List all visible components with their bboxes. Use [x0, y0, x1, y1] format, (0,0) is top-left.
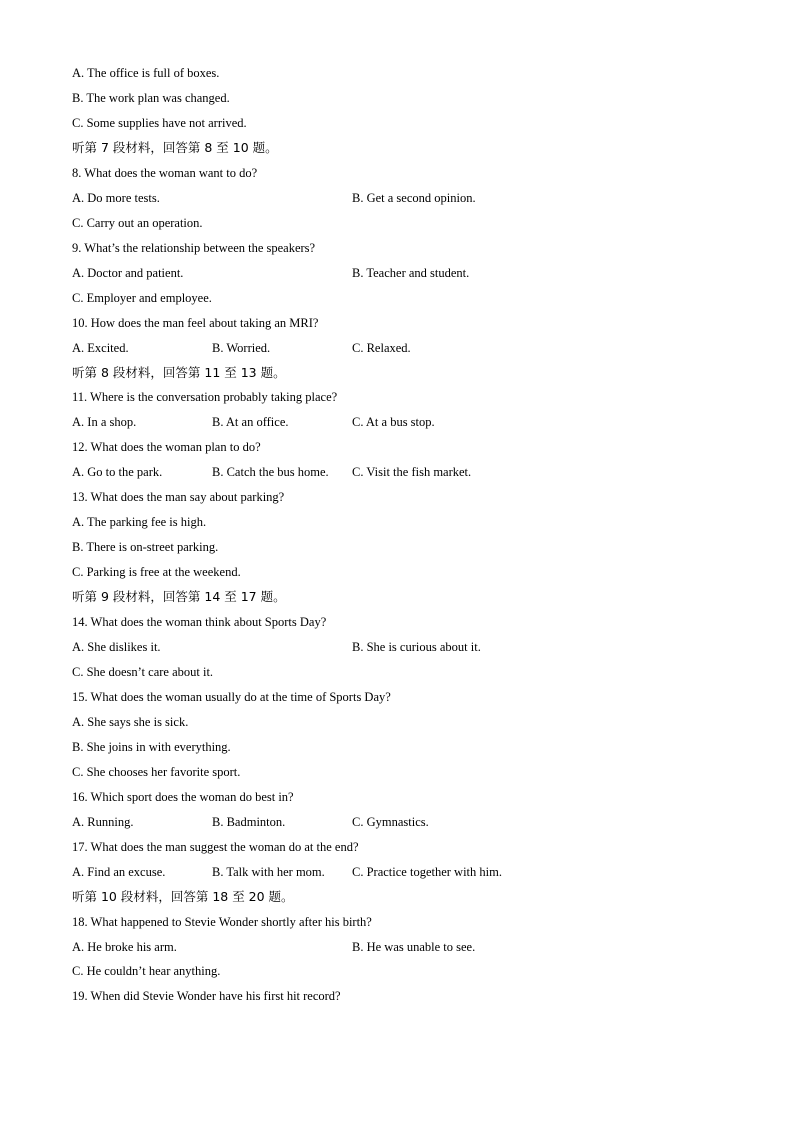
q10-option-a: A. Excited. — [72, 341, 129, 355]
q11-option-b: B. At an office. — [212, 415, 289, 429]
q9-option-a: A. Doctor and patient. — [72, 266, 184, 280]
q10-option-c: C. Relaxed. — [352, 341, 411, 355]
q9-option-b: B. Teacher and student. — [352, 266, 470, 280]
question-16: 16. Which sport does the woman do best in? — [72, 790, 294, 804]
section-9-heading: 听第 9 段材料，回答第 14 至 17 题。 — [72, 589, 286, 604]
section-10-heading: 听第 10 段材料，回答第 18 至 20 题。 — [72, 889, 294, 904]
q7-option-b: B. The work plan was changed. — [72, 91, 230, 105]
q8-option-a: A. Do more tests. — [72, 191, 160, 205]
q18-option-a: A. He broke his arm. — [72, 940, 177, 954]
q18-option-c: C. He couldn’t hear anything. — [72, 964, 221, 978]
q14-option-b: B. She is curious about it. — [352, 640, 481, 654]
q8-option-b: B. Get a second opinion. — [352, 191, 476, 205]
question-8: 8. What does the woman want to do? — [72, 166, 258, 180]
q11-option-a: A. In a shop. — [72, 415, 137, 429]
q15-option-a: A. She says she is sick. — [72, 715, 189, 729]
question-19: 19. When did Stevie Wonder have his first hit record? — [72, 989, 341, 1003]
q11-option-c: C. At a bus stop. — [352, 415, 435, 429]
q18-option-b: B. He was unable to see. — [352, 940, 476, 954]
q15-option-c: C. She chooses her favorite sport. — [72, 765, 241, 779]
q13-option-b: B. There is on-street parking. — [72, 540, 219, 554]
question-12: 12. What does the woman plan to do? — [72, 440, 261, 454]
q7-option-a: A. The office is full of boxes. — [72, 66, 220, 80]
q9-option-c: C. Employer and employee. — [72, 291, 212, 305]
q12-option-c: C. Visit the fish market. — [352, 465, 472, 479]
question-15: 15. What does the woman usually do at the time of Sports Day? — [72, 690, 391, 704]
q7-option-c: C. Some supplies have not arrived. — [72, 116, 247, 130]
question-9: 9. What’s the relationship between the speakers? — [72, 241, 316, 255]
section-7-heading: 听第 7 段材料，回答第 8 至 10 题。 — [72, 140, 278, 155]
question-18: 18. What happened to Stevie Wonder shortly after his birth? — [72, 915, 372, 929]
q14-option-a: A. She dislikes it. — [72, 640, 161, 654]
question-17: 17. What does the man suggest the woman do at the end? — [72, 840, 359, 854]
question-13: 13. What does the man say about parking? — [72, 490, 285, 504]
q17-option-c: C. Practice together with him. — [352, 865, 502, 879]
q15-option-b: B. She joins in with everything. — [72, 740, 231, 754]
q13-option-a: A. The parking fee is high. — [72, 515, 207, 529]
q12-option-b: B. Catch the bus home. — [212, 465, 329, 479]
question-11: 11. Where is the conversation probably taking place? — [72, 390, 338, 404]
q16-option-a: A. Running. — [72, 815, 134, 829]
q14-option-c: C. She doesn’t care about it. — [72, 665, 214, 679]
q8-option-c: C. Carry out an operation. — [72, 216, 203, 230]
q17-option-b: B. Talk with her mom. — [212, 865, 325, 879]
q16-option-b: B. Badminton. — [212, 815, 286, 829]
question-14: 14. What does the woman think about Sports Day? — [72, 615, 327, 629]
question-10: 10. How does the man feel about taking an MRI? — [72, 316, 319, 330]
q12-option-a: A. Go to the park. — [72, 465, 163, 479]
section-8-heading: 听第 8 段材料，回答第 11 至 13 题。 — [72, 365, 286, 380]
q17-option-a: A. Find an excuse. — [72, 865, 166, 879]
q16-option-c: C. Gymnastics. — [352, 815, 429, 829]
q10-option-b: B. Worried. — [212, 341, 271, 355]
q13-option-c: C. Parking is free at the weekend. — [72, 565, 241, 579]
